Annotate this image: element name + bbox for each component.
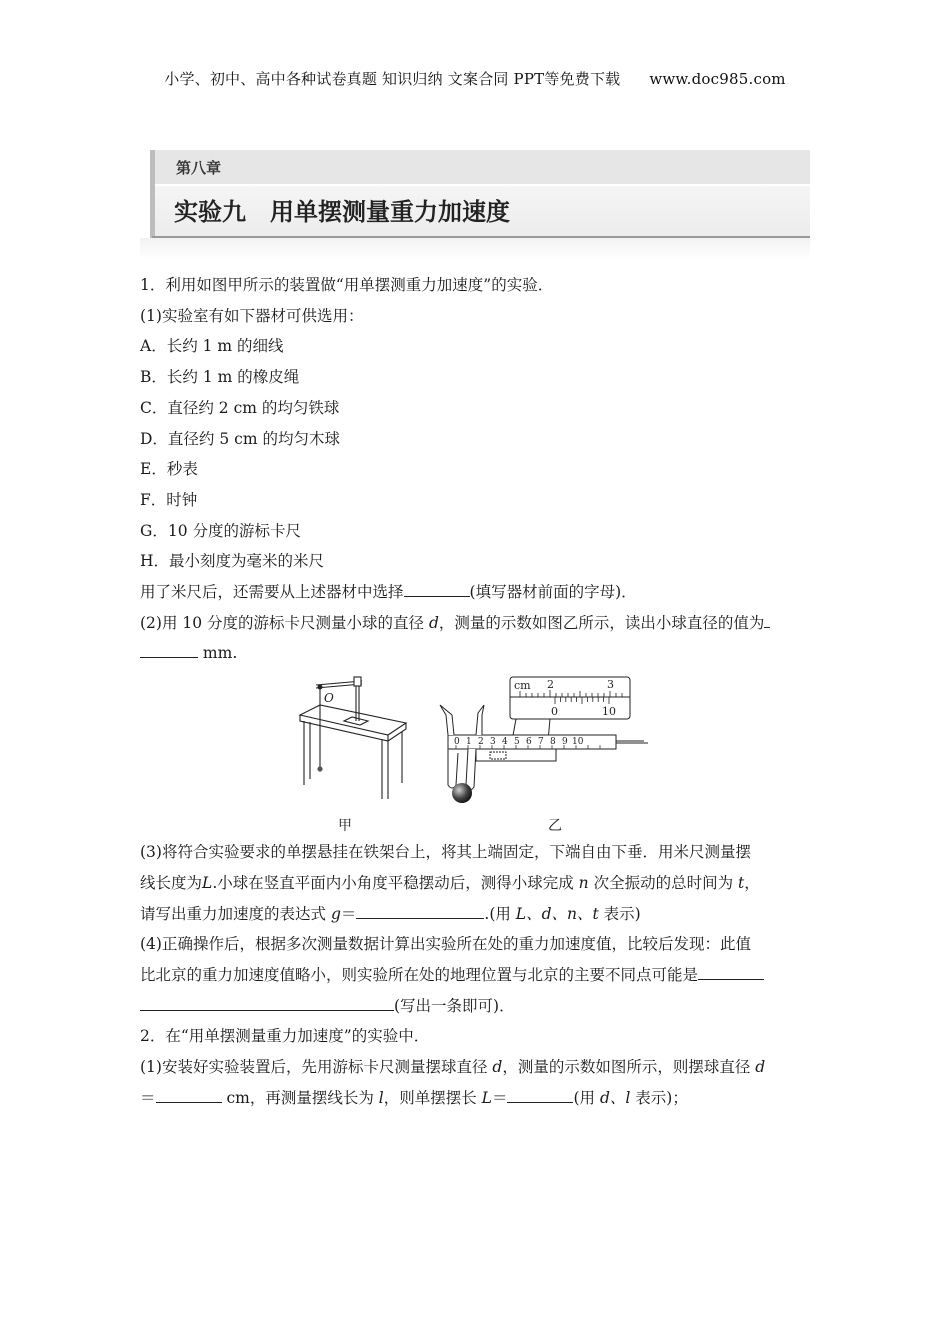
option-c: C．直径约 2 cm 的均匀铁球 <box>140 398 340 417</box>
measured-ball <box>452 783 472 803</box>
answer-blank-2b[interactable] <box>140 639 198 658</box>
zoom-main-label-3: 3 <box>607 678 614 692</box>
answer-blank-1[interactable] <box>404 578 470 597</box>
pivot-label: O <box>324 691 334 706</box>
option-g: G．10 分度的游标卡尺 <box>140 521 302 540</box>
q1-part3-line1: (3)将符合实验要求的单摆悬挂在铁架台上，将其上端固定，下端自由下垂．用米尺测量摆 <box>140 843 751 862</box>
figure-row <box>140 675 812 833</box>
pivot-point <box>318 685 323 690</box>
q1-part1-intro: (1)实验室有如下器材可供选用： <box>140 306 364 325</box>
scale-label-0: 0 <box>454 737 460 748</box>
figure-b-label: 乙 <box>548 818 562 835</box>
scale-label-6: 6 <box>526 737 532 748</box>
chapter-shadow <box>140 238 810 260</box>
figure-a-label: 甲 <box>338 818 352 835</box>
chapter-title: 实验九 用单摆测量重力加速度 <box>174 198 510 226</box>
q2-line1: (1)安装好实验装置后，先用游标卡尺测量摆球直径 d，测量的示数如图所示，则摆球直径 d <box>140 1058 766 1077</box>
chapter-left-bar <box>150 150 155 238</box>
zoom-vernier-label-0: 0 <box>551 705 558 719</box>
q1-part4-line2: 比北京的重力加速度值略小，则实验所在处的地理位置与北京的主要不同点可能是 <box>140 960 812 991</box>
option-f: F．时钟 <box>140 490 198 509</box>
q1-part2: (2)用 10 分度的游标卡尺测量小球的直径 d，测量的示数如图乙所示，读出小球直径的值为 mm. <box>140 608 812 669</box>
zoom-vernier-label-10: 10 <box>602 705 616 719</box>
zoom-unit-label: cm <box>514 679 531 693</box>
answer-blank-4b[interactable] <box>140 992 394 1011</box>
answer-blank-4a[interactable] <box>698 961 764 980</box>
q2-line2: ＝ cm，再测量摆线长为 l，则单摆摆长 L＝ (用 d、l 表示)； <box>140 1083 812 1114</box>
option-h: H．最小刻度为毫米的米尺 <box>140 552 325 571</box>
site-banner <box>0 68 950 89</box>
scale-label-5: 5 <box>514 737 520 748</box>
chapter-label: 第八章 <box>176 159 222 177</box>
option-b: B．长约 1 m 的橡皮绳 <box>140 368 300 387</box>
banner-text: 小学、初中、高中各种试卷真题 知识归纳 文案合同 PPT等免费下载 <box>164 70 621 88</box>
q1-part3-line2: 线长度为L.小球在竖直平面内小角度平稳摆动后，测得小球完成 n 次全振动的总时间为 t， <box>140 873 760 892</box>
pendulum-bob <box>317 767 322 772</box>
scale-label-8: 8 <box>550 737 556 748</box>
scale-label-2: 2 <box>478 737 484 748</box>
option-a: A．长约 1 m 的细线 <box>140 337 284 356</box>
answer-blank-2a[interactable] <box>764 609 770 628</box>
question-content <box>140 270 812 1113</box>
q1-stem: 1．利用如图甲所示的装置做“用单摆测重力加速度”的实验． <box>140 276 554 294</box>
zoom-main-label-2: 2 <box>547 678 554 692</box>
scale-label-3: 3 <box>490 737 496 748</box>
pendulum-figure <box>292 675 412 800</box>
scale-label-9: 9 <box>562 737 568 748</box>
option-d: D．直径约 5 cm 的均匀木球 <box>140 429 340 448</box>
scale-label-7: 7 <box>538 737 544 748</box>
q1-part1-question: 用了米尺后，还需要从上述器材中选择 (填写器材前面的字母)． <box>140 577 812 608</box>
chapter-header <box>140 148 810 260</box>
answer-blank-6[interactable] <box>507 1084 573 1103</box>
q1-part4-line3: (写出一条即可)． <box>140 991 812 1022</box>
answer-blank-5[interactable] <box>156 1084 222 1103</box>
scale-label-1: 1 <box>466 737 472 748</box>
scale-label-10: 10 <box>572 737 584 748</box>
q2-stem: 2．在“用单摆测量重力加速度”的实验中． <box>140 1027 430 1046</box>
scale-label-4: 4 <box>502 737 508 748</box>
q1-part3-line3: 请写出重力加速度的表达式 g＝ .(用 L、d、n、t 表示) <box>140 899 812 930</box>
option-e: E．秒表 <box>140 460 198 479</box>
answer-blank-3[interactable] <box>356 900 484 919</box>
chapter-band-top <box>152 150 810 184</box>
q1-part4-line1: (4)正确操作后，根据多次测量数据计算出实验所在处的重力加速度值，比较后发现：此值 <box>140 935 751 954</box>
banner-site-link[interactable]: www.doc985.com <box>649 70 786 88</box>
vernier-caliper-figure <box>430 675 660 805</box>
